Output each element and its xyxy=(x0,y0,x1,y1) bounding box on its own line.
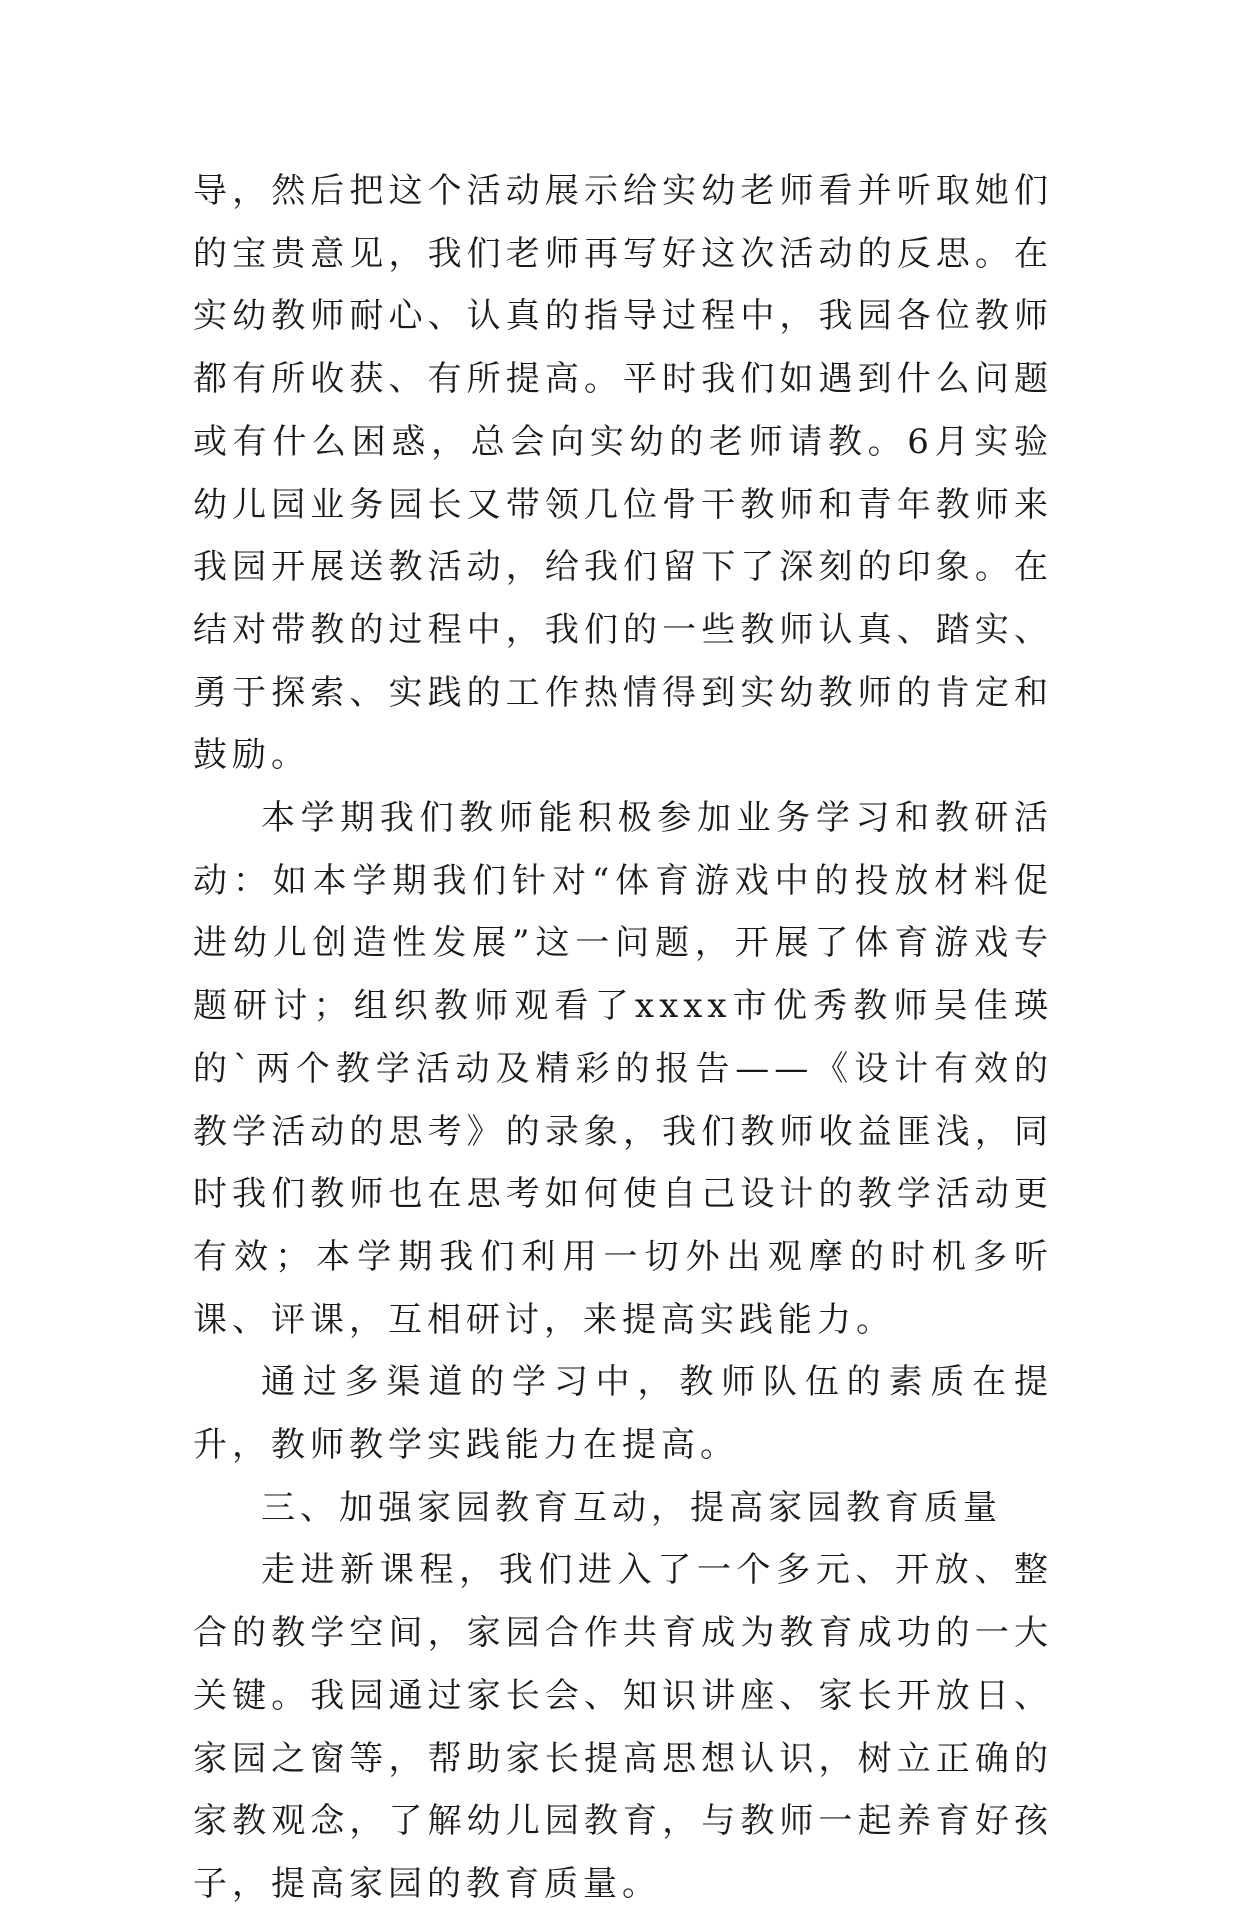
paragraph-new-curriculum: 走进新课程，我们进入了一个多元、开放、整合的教学空间，家园合作共育成为教育成功的一大关键。我园通过家长会、知识讲座、家长开放日、家园之窗等，帮助家长提高思想认识，树立正确的家教观念，了解幼儿园教育，与教师一起养育好孩子，提高家园的教育质量。 xyxy=(193,1550,1053,1904)
paragraph-teacher-quality: 通过多渠道的学习中，教师队伍的素质在提升，教师教学实践能力在提高。 xyxy=(193,1362,1053,1466)
paragraph-business-study: 本学期我们教师能积极参加业务学习和教研活动：如本学期我们针对“体育游戏中的投放材料促进幼儿创造性发展”这一问题，开展了体育游戏专题研讨；组织教师观看了xxxx市优秀教师吴佳瑛的`两个教学活动及精彩的报告——《设计有效的教学活动的思考》的录象，我们教师收益匪浅，同时我们教师也在思考如何使自己设计的教学活动更有效；本学期我们利用一切外出观摩的时机多听课、评课，互相研讨，来提高实践能力。 xyxy=(193,798,1053,1340)
document-body xyxy=(193,160,1053,1916)
paragraph-continuation: 导，然后把这个活动展示给实幼老师看并听取她们的宝贵意见，我们老师再写好这次活动的反思。在实幼教师耐心、认真的指导过程中，我园各位教师都有所收获、有所提高。平时我们如遇到什么问题或有什么困惑，总会向实幼的老师请教。6月实验幼儿园业务园长又带领几位骨干教师和青年教师来我园开展送教活动，给我们留下了深刻的印象。在结对带教的过程中，我们的一些教师认真、踏实、勇于探索、实践的工作热情得到实幼教师的肯定和鼓励。 xyxy=(193,171,1053,776)
section-heading-home-school: 三、加强家园教育互动，提高家园教育质量 xyxy=(261,1487,1002,1528)
